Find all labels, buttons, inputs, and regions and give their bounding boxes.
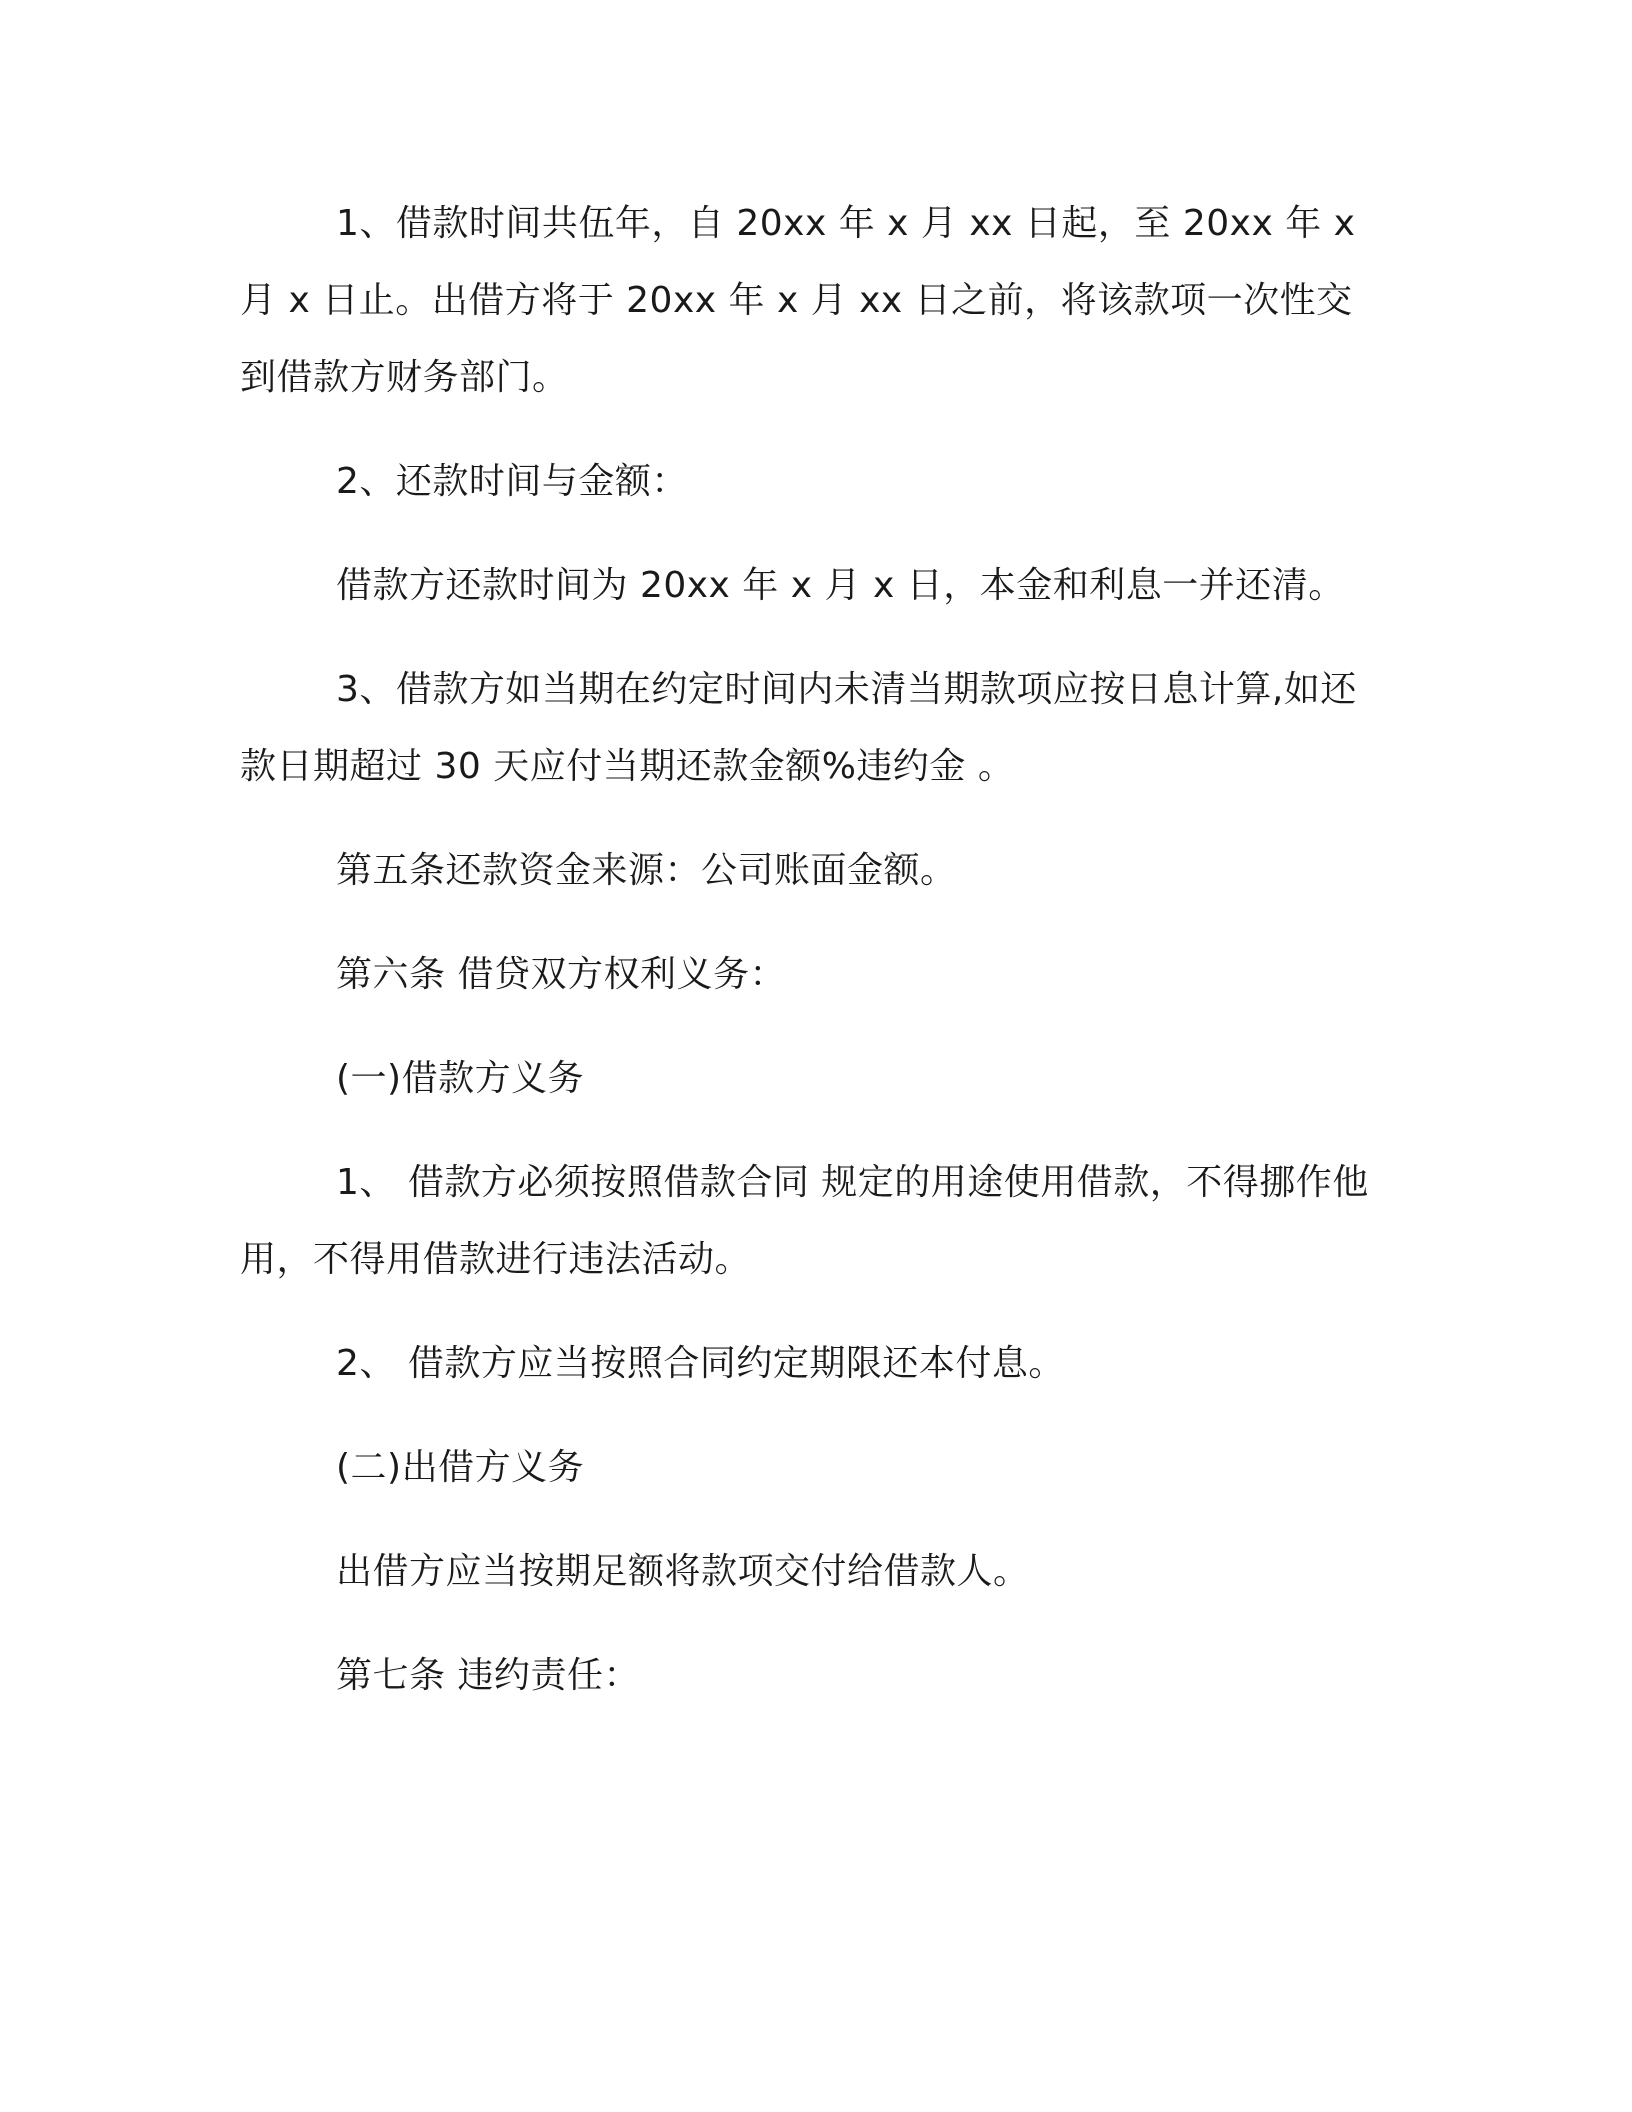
paragraph-article-5: 第五条还款资金来源：公司账面金额。	[336, 850, 957, 891]
paragraph-loan-term: 1、借款时间共伍年，自 20xx 年 x 月 xx 日起，至 20xx 年 x 月 x 日止。出借方将于 20xx 年 x 月 xx 日之前，将该款项一次性交到借款方财务部门。	[240, 203, 1356, 398]
paragraph-repayment-heading: 2、还款时间与金额：	[336, 461, 688, 502]
paragraph-repayment-date: 借款方还款时间为 20xx 年 x 月 x 日，本金和利息一并还清。	[336, 565, 1345, 606]
paragraph-lender-duties-heading: (二)出借方义务	[336, 1447, 585, 1488]
document-body	[240, 185, 1380, 1741]
paragraph-article-6: 第六条 借贷双方权利义务：	[336, 954, 786, 995]
paragraph-borrower-duty-2: 2、 借款方应当按照合同约定期限还本付息。	[336, 1343, 1065, 1384]
paragraph-borrower-duties-heading: (一)借款方义务	[336, 1058, 585, 1099]
paragraph-penalty: 3、借款方如当期在约定时间内未清当期款项应按日息计算,如还款日期超过 30 天应付当期还款金额%违约金 。	[240, 669, 1357, 787]
paragraph-article-7: 第七条 违约责任：	[336, 1655, 640, 1696]
paragraph-lender-duty: 出借方应当按期足额将款项交付给借款人。	[336, 1551, 1030, 1592]
paragraph-borrower-duty-1: 1、 借款方必须按照借款合同 规定的用途使用借款，不得挪作他用，不得用借款进行违法活动。	[240, 1162, 1369, 1280]
